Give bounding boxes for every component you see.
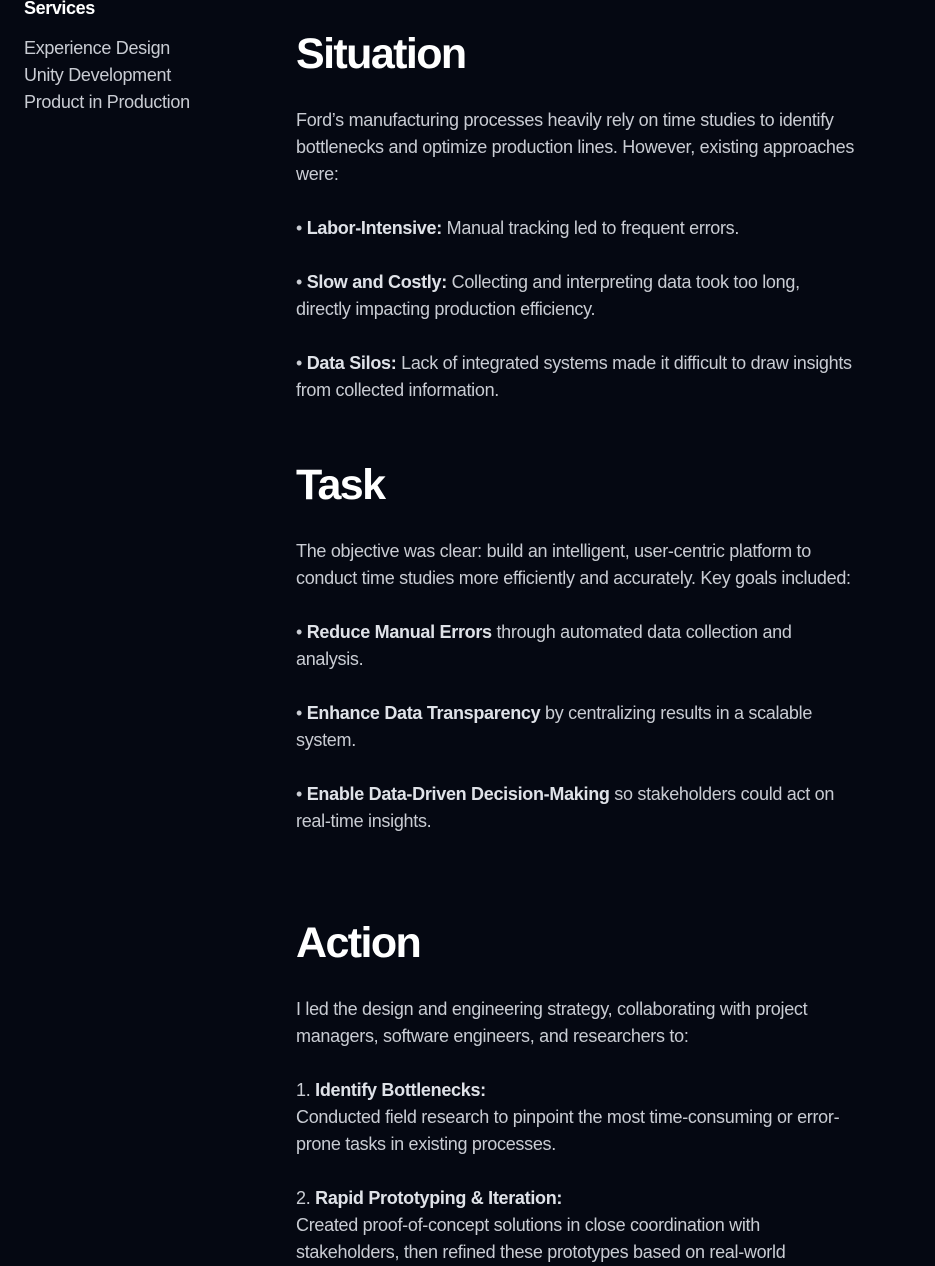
step-label: Identify Bottlenecks: [315,1080,486,1100]
situation-bullet: • Data Silos: Lack of integrated systems made it difficult to draw insights from collected information. [296,353,852,400]
action-intro: I led the design and engineering strategy, collaborating with project managers, software engineers, and researchers to: [296,999,808,1046]
bullet-label: Labor-Intensive: [306,218,442,238]
situation-intro: Ford’s manufacturing processes heavily rely on time studies to identify bottlenecks and optimize production lines. However, existing approaches were: [296,110,855,184]
step-label: Rapid Prototyping & Iteration: [315,1188,563,1208]
action-step-body: Conducted field research to pinpoint the most time-consuming or error-prone tasks in existing processes. [296,1107,840,1154]
situation-bullet: • Labor-Intensive: Manual tracking led to frequent errors. [296,218,740,238]
service-item-unity-development: Unity Development [24,65,171,85]
action-step-heading: 1. Identify Bottlenecks: [296,1080,486,1100]
task-title: Task [296,461,385,509]
action-title: Action [296,919,421,967]
service-item-experience-design: Experience Design [24,38,170,58]
task-bullet: • Enable Data-Driven Decision-Making so stakeholders could act on real-time insights. [296,784,835,831]
bullet-label: Enhance Data Transparency [306,703,541,723]
task-section [296,460,856,835]
bullet-label: Data Silos: [306,353,397,373]
action-section [296,918,856,1266]
action-step-body: Created proof-of-concept solutions in close coordination with stakeholders, then refined these prototypes based on real-world [296,1215,786,1262]
task-bullet: • Enhance Data Transparency by centralizing results in a scalable system. [296,703,813,750]
service-item-product-in-production: Product in Production [24,92,190,112]
action-step-heading: 2. Rapid Prototyping & Iteration: [296,1188,563,1208]
task-intro: The objective was clear: build an intelligent, user-centric platform to conduct time studies more efficiently and accurately. Key goals included: [296,541,851,588]
bullet-label: Reduce Manual Errors [306,622,492,642]
situation-section [296,29,856,404]
bullet-label: Slow and Costly: [306,272,447,292]
situation-bullet: • Slow and Costly: Collecting and interpreting data took too long, directly impacting production efficiency. [296,272,800,319]
bullet-label: Enable Data-Driven Decision-Making [306,784,610,804]
task-bullet: • Reduce Manual Errors through automated data collection and analysis. [296,622,792,669]
services-list [24,35,190,116]
services-heading: Services [24,0,95,18]
situation-title: Situation [296,30,466,78]
